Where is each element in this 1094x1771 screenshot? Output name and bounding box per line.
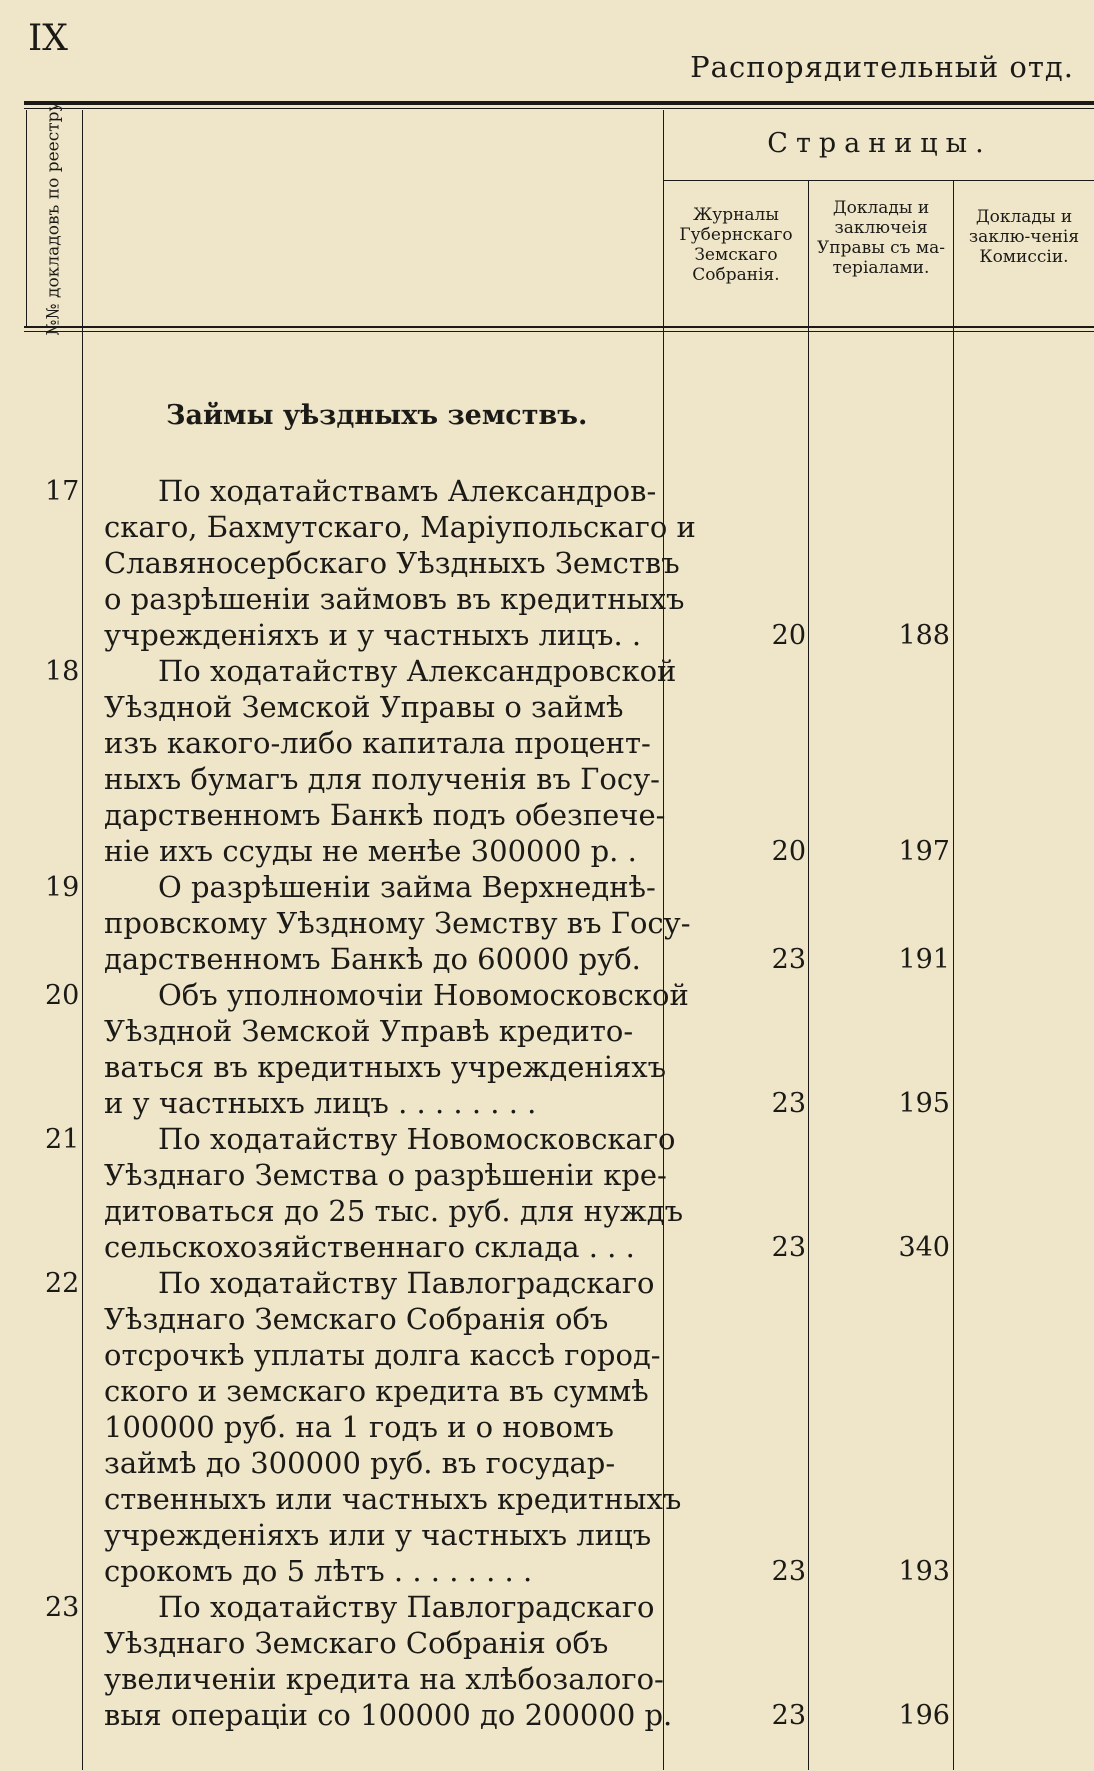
entry-number: 19 [45, 872, 80, 903]
page-number: IX [28, 18, 68, 59]
entry-line: По ходатайству Павлоградскаго [158, 1590, 655, 1624]
column-header-journals: Журналы Губернскаго Земскаго Собранія. [679, 205, 793, 285]
running-head: Распорядительный отд. [690, 50, 1074, 84]
entry-line: срокомъ до 5 лѣтъ . . . . . . . . [104, 1554, 533, 1588]
entry-line: ственныхъ или частныхъ кредитныхъ [104, 1482, 682, 1516]
entry-line: ваться въ кредитныхъ учрежденіяхъ [104, 1050, 667, 1084]
entry-line: По ходатайству Александровской [158, 654, 677, 688]
journal-page: 23 [771, 944, 806, 975]
journal-page: 20 [771, 620, 806, 651]
entry-line: дитоваться до 25 тыс. руб. для нуждъ [104, 1194, 684, 1228]
entry-line: займѣ до 300000 руб. въ государ- [104, 1446, 616, 1480]
journal-page: 23 [771, 1088, 806, 1119]
entry-line: Уѣзднаго Земскаго Собранія объ [104, 1302, 609, 1336]
entry-line: дарственномъ Банкѣ подъ обезпече- [104, 798, 666, 832]
top-rule [24, 101, 1094, 105]
entry-line: изъ какого-либо капитала процент- [104, 726, 651, 760]
column-header-commission: Доклады и заклю-ченія Комиссіи. [968, 207, 1080, 267]
report-page: 197 [898, 836, 950, 867]
journal-page: 23 [771, 1700, 806, 1731]
entry-line: ніе ихъ ссуды не менѣе 300000 р. . [104, 834, 637, 868]
column-header-number: №№ докладовъ по реестру [43, 100, 64, 336]
header-rule [24, 326, 1094, 328]
entry-number: 20 [45, 980, 80, 1011]
entry-number: 22 [45, 1268, 80, 1299]
col-line-text [663, 110, 664, 1770]
entry-line: Уѣздной Земской Управы о займѣ [104, 690, 624, 724]
report-page: 191 [898, 944, 950, 975]
journal-page: 23 [771, 1556, 806, 1587]
entry-line: скаго, Бахмутскаго, Маріупольскаго и [104, 510, 696, 544]
entry-line: сельскохозяйственнаго склада . . . [104, 1230, 635, 1264]
entry-line: По ходатайству Новомосковскаго [158, 1122, 676, 1156]
header-rule-thin [24, 331, 1094, 332]
entry-line: о разрѣшеніи займовъ въ кредитныхъ [104, 582, 685, 616]
entry-number: 21 [45, 1124, 80, 1155]
top-rule-thin [24, 108, 1094, 109]
report-page: 196 [898, 1700, 950, 1731]
entry-number: 17 [45, 476, 80, 507]
entry-line: Уѣзднаго Земскаго Собранія объ [104, 1626, 609, 1660]
entry-line: отсрочкѣ уплаты долга кассѣ город- [104, 1338, 661, 1372]
entry-line: учрежденіяхъ и у частныхъ лицъ. . [104, 618, 642, 652]
entry-line: выя операціи со 100000 до 200000 р. [104, 1698, 673, 1732]
entry-line: учрежденіяхъ или у частныхъ лицъ [104, 1518, 652, 1552]
entry-line: 100000 руб. на 1 годъ и о новомъ [104, 1410, 614, 1444]
entry-line: увеличеніи кредита на хлѣбозалого- [104, 1662, 664, 1696]
entry-line: По ходатайствамъ Александров- [158, 474, 657, 508]
pages-subrule [663, 180, 1094, 181]
section-title: Займы уѣздныхъ земствъ. [166, 400, 588, 431]
entry-line: дарственномъ Банкѣ до 60000 руб. [104, 942, 641, 976]
entry-line: провскому Уѣздному Земству въ Госу- [104, 906, 691, 940]
journal-page: 20 [771, 836, 806, 867]
journal-page: 23 [771, 1232, 806, 1263]
entry-line: ского и земскаго кредита въ суммѣ [104, 1374, 649, 1408]
col-line-reports [953, 180, 954, 1770]
entry-line: Уѣздной Земской Управѣ кредито- [104, 1014, 634, 1048]
entry-line: ныхъ бумагъ для полученія въ Госу- [104, 762, 660, 796]
entry-line: Славяносербскаго Уѣздныхъ Земствъ [104, 546, 680, 580]
entry-number: 23 [45, 1592, 80, 1623]
entry-line: По ходатайству Павлоградскаго [158, 1266, 655, 1300]
report-page: 340 [898, 1232, 950, 1263]
column-header-pages: Страницы. [767, 128, 992, 159]
column-header-reports: Доклады и заключеія Управы съ ма-теріалами. [817, 198, 945, 278]
entry-line: Объ уполномочіи Новомосковской [158, 978, 689, 1012]
entry-line: Уѣзднаго Земства о разрѣшеніи кре- [104, 1158, 667, 1192]
col-line-number [82, 110, 83, 1770]
report-page: 188 [898, 620, 950, 651]
report-page: 195 [898, 1088, 950, 1119]
col-line-journals [808, 180, 809, 1770]
entry-line: и у частныхъ лицъ . . . . . . . . [104, 1086, 537, 1120]
entry-number: 18 [45, 656, 80, 687]
entry-line: О разрѣшеніи займа Верхнеднѣ- [158, 870, 656, 904]
report-page: 193 [898, 1556, 950, 1587]
col-line-left [26, 110, 27, 326]
